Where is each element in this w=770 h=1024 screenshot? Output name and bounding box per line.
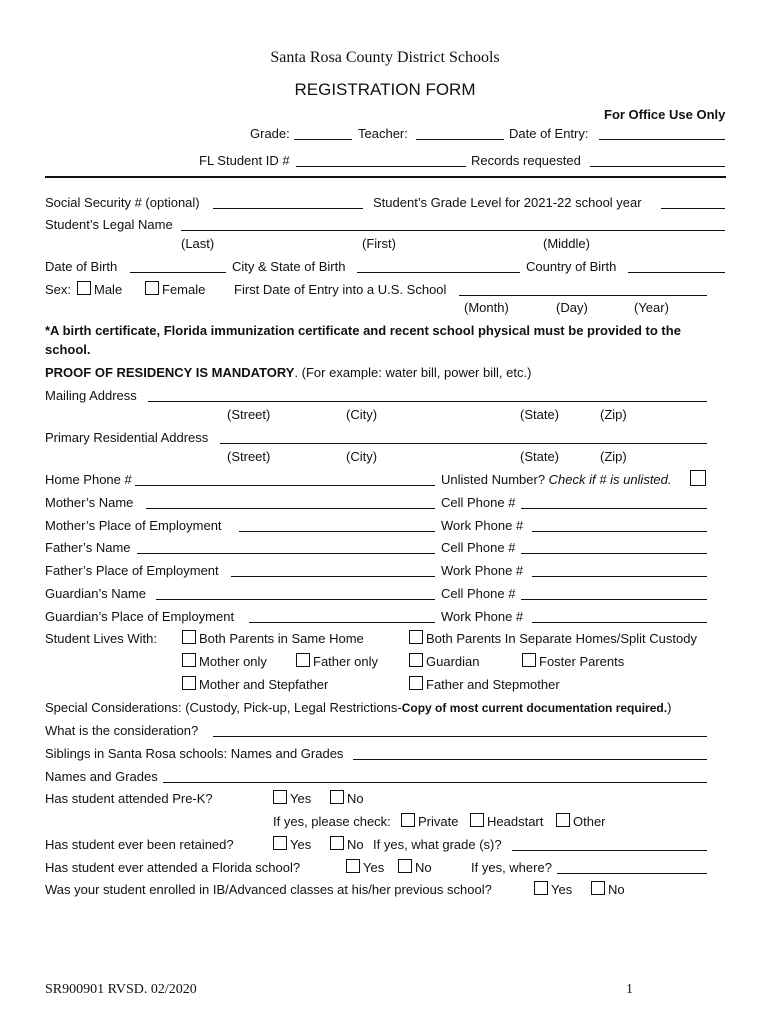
prek-yes-checkbox[interactable] <box>273 790 287 804</box>
special-close: ) <box>667 700 672 715</box>
mothers-name-label: Mother’s Name <box>45 495 134 510</box>
city-state-birth-label: City & State of Birth <box>232 259 346 274</box>
student-id-field[interactable] <box>296 166 466 167</box>
mothers-employment-label: Mother’s Place of Employment <box>45 518 222 533</box>
names-grades-field[interactable] <box>163 782 707 783</box>
records-requested-label: Records requested <box>471 153 581 168</box>
birth-cert-note: *A birth certificate, Florida immunization certificate and recent school physical must be provided to the <box>45 323 681 338</box>
first-caption: (First) <box>362 236 396 251</box>
mailing-address-label: Mailing Address <box>45 388 137 403</box>
page-number: 1 <box>626 982 633 997</box>
special-documentation: Copy of most current documentation required. <box>401 701 668 715</box>
if-yes-check-label: If yes, please check: <box>273 814 391 829</box>
foster-label: Foster Parents <box>539 654 625 669</box>
unlisted-checkbox[interactable] <box>690 470 706 486</box>
special-considerations <box>45 700 671 716</box>
guardians-name-label: Guardian’s Name <box>45 586 146 601</box>
consideration-field[interactable] <box>213 736 707 737</box>
guardian-checkbox[interactable] <box>409 653 423 667</box>
birth-cert-note-line2: school. <box>45 342 91 357</box>
mailing-address-field[interactable] <box>148 401 707 402</box>
date-of-entry-field[interactable] <box>599 139 725 140</box>
what-grade-label: If yes, what grade (s)? <box>373 837 502 852</box>
florida-school-label: Has student ever attended a Florida school? <box>45 860 301 875</box>
primary-zip-caption: (Zip) <box>600 449 627 464</box>
female-checkbox[interactable] <box>145 281 159 295</box>
mailing-zip-caption: (Zip) <box>600 407 627 422</box>
unlisted-instruction: Check if # is unlisted. <box>548 472 672 487</box>
father-cell-field[interactable] <box>521 553 707 554</box>
form-code: SR900901 RVSD. 02/2020 <box>45 982 197 997</box>
grade-level-field[interactable] <box>661 208 725 209</box>
city-state-birth-field[interactable] <box>357 272 520 273</box>
guardian-cell-field[interactable] <box>521 599 707 600</box>
siblings-label: Siblings in Santa Rosa schools: Names and Grades <box>45 746 344 761</box>
mother-cell-label: Cell Phone # <box>441 495 516 510</box>
prek-no-checkbox[interactable] <box>330 790 344 804</box>
fathers-employment-field[interactable] <box>231 576 435 577</box>
residency-mandatory: PROOF OF RESIDENCY IS MANDATORY <box>45 365 295 380</box>
unlisted-label <box>441 472 672 487</box>
date-of-entry-label: Date of Entry: <box>509 126 589 141</box>
primary-street-caption: (Street) <box>227 449 271 464</box>
unlisted-question: Unlisted Number? <box>441 472 546 487</box>
retained-no-checkbox[interactable] <box>330 836 344 850</box>
female-label: Female <box>162 282 206 297</box>
lives-with-label: Student Lives With: <box>45 631 157 646</box>
father-step-label: Father and Stepmother <box>426 677 560 692</box>
prek-label: Has student attended Pre-K? <box>45 791 213 806</box>
florida-yes-label: Yes <box>363 860 385 875</box>
district-title: Santa Rosa County District Schools <box>270 49 500 66</box>
guardians-name-field[interactable] <box>156 599 435 600</box>
grade-field[interactable] <box>294 139 352 140</box>
both-same-label: Both Parents in Same Home <box>199 631 364 646</box>
teacher-label: Teacher: <box>358 126 408 141</box>
father-step-checkbox[interactable] <box>409 676 423 690</box>
ib-yes-checkbox[interactable] <box>534 881 548 895</box>
mother-cell-field[interactable] <box>521 508 707 509</box>
names-grades-label: Names and Grades <box>45 769 158 784</box>
month-caption: (Month) <box>464 300 509 315</box>
both-separate-label: Both Parents In Separate Homes/Split Custody <box>426 631 697 646</box>
home-phone-field[interactable] <box>135 485 435 486</box>
male-label: Male <box>94 282 123 297</box>
first-entry-us-label: First Date of Entry into a U.S. School <box>234 282 447 297</box>
ib-no-label: No <box>608 882 625 897</box>
teacher-field[interactable] <box>416 139 504 140</box>
mothers-name-field[interactable] <box>146 508 435 509</box>
ssn-field[interactable] <box>213 208 363 209</box>
private-checkbox[interactable] <box>401 813 415 827</box>
residency-note <box>45 365 531 380</box>
father-work-field[interactable] <box>532 576 707 577</box>
student-id-label: FL Student ID # <box>199 153 290 168</box>
office-use-label: For Office Use Only <box>604 107 726 122</box>
prek-no-label: No <box>347 791 364 806</box>
mother-step-checkbox[interactable] <box>182 676 196 690</box>
mailing-street-caption: (Street) <box>227 407 271 422</box>
mother-work-field[interactable] <box>532 531 707 532</box>
special-label: Special Considerations: (Custody, Pick-up, Legal Restrictions- <box>45 700 402 715</box>
ib-advanced-label: Was your student enrolled in IB/Advanced classes at his/her previous school? <box>45 882 492 897</box>
residency-example: . (For example: water bill, power bill, etc.) <box>294 365 532 380</box>
ib-no-checkbox[interactable] <box>591 881 605 895</box>
mother-work-label: Work Phone # <box>441 518 524 533</box>
other-label: Other <box>573 814 606 829</box>
fathers-name-field[interactable] <box>137 553 435 554</box>
first-entry-us-field[interactable] <box>459 295 707 296</box>
mailing-state-caption: (State) <box>520 407 560 422</box>
private-label: Private <box>418 814 459 829</box>
guardian-cell-label: Cell Phone # <box>441 586 516 601</box>
both-separate-checkbox[interactable] <box>409 630 423 644</box>
male-checkbox[interactable] <box>77 281 91 295</box>
home-phone-label: Home Phone # <box>45 472 132 487</box>
retained-yes-label: Yes <box>290 837 312 852</box>
foster-checkbox[interactable] <box>522 653 536 667</box>
prek-yes-label: Yes <box>290 791 312 806</box>
guardians-employment-label: Guardian’s Place of Employment <box>45 609 235 624</box>
father-work-label: Work Phone # <box>441 563 524 578</box>
headstart-checkbox[interactable] <box>470 813 484 827</box>
middle-caption: (Middle) <box>543 236 590 251</box>
country-birth-label: Country of Birth <box>526 259 617 274</box>
father-only-label: Father only <box>313 654 379 669</box>
grade-level-label: Student’s Grade Level for 2021-22 school year <box>373 195 642 210</box>
mailing-city-caption: (City) <box>346 407 378 422</box>
mother-only-checkbox[interactable] <box>182 653 196 667</box>
other-checkbox[interactable] <box>556 813 570 827</box>
fathers-name-label: Father’s Name <box>45 540 131 555</box>
sex-label: Sex: <box>45 282 72 297</box>
ssn-label: Social Security # (optional) <box>45 195 200 210</box>
guardian-work-label: Work Phone # <box>441 609 524 624</box>
primary-address-label: Primary Residential Address <box>45 430 209 445</box>
if-yes-where-field[interactable] <box>557 873 707 874</box>
day-caption: (Day) <box>556 300 588 315</box>
mothers-employment-field[interactable] <box>239 531 435 532</box>
legal-name-field[interactable] <box>181 230 725 231</box>
guardian-label: Guardian <box>426 654 480 669</box>
legal-name-label: Student’s Legal Name <box>45 217 173 232</box>
header-divider <box>45 176 726 178</box>
primary-address-field[interactable] <box>220 443 707 444</box>
consideration-label: What is the consideration? <box>45 723 199 738</box>
records-requested-field[interactable] <box>590 166 725 167</box>
dob-label: Date of Birth <box>45 259 118 274</box>
retained-label: Has student ever been retained? <box>45 837 234 852</box>
both-same-checkbox[interactable] <box>182 630 196 644</box>
headstart-label: Headstart <box>487 814 544 829</box>
last-caption: (Last) <box>181 236 215 251</box>
father-only-checkbox[interactable] <box>296 653 310 667</box>
retained-yes-checkbox[interactable] <box>273 836 287 850</box>
florida-no-label: No <box>415 860 432 875</box>
dob-field[interactable] <box>130 272 226 273</box>
ib-yes-label: Yes <box>551 882 573 897</box>
siblings-field[interactable] <box>353 759 707 760</box>
mother-step-label: Mother and Stepfather <box>199 677 329 692</box>
country-birth-field[interactable] <box>628 272 725 273</box>
fathers-employment-label: Father’s Place of Employment <box>45 563 219 578</box>
what-grade-field[interactable] <box>512 850 707 851</box>
mother-only-label: Mother only <box>199 654 267 669</box>
guardians-employment-field[interactable] <box>249 622 435 623</box>
form-title: REGISTRATION FORM <box>294 80 476 99</box>
father-cell-label: Cell Phone # <box>441 540 516 555</box>
florida-no-checkbox[interactable] <box>398 859 412 873</box>
grade-label: Grade: <box>250 126 290 141</box>
primary-state-caption: (State) <box>520 449 560 464</box>
year-caption: (Year) <box>634 300 669 315</box>
guardian-work-field[interactable] <box>532 622 707 623</box>
retained-no-label: No <box>347 837 364 852</box>
primary-city-caption: (City) <box>346 449 378 464</box>
if-yes-where-label: If yes, where? <box>471 860 552 875</box>
florida-yes-checkbox[interactable] <box>346 859 360 873</box>
